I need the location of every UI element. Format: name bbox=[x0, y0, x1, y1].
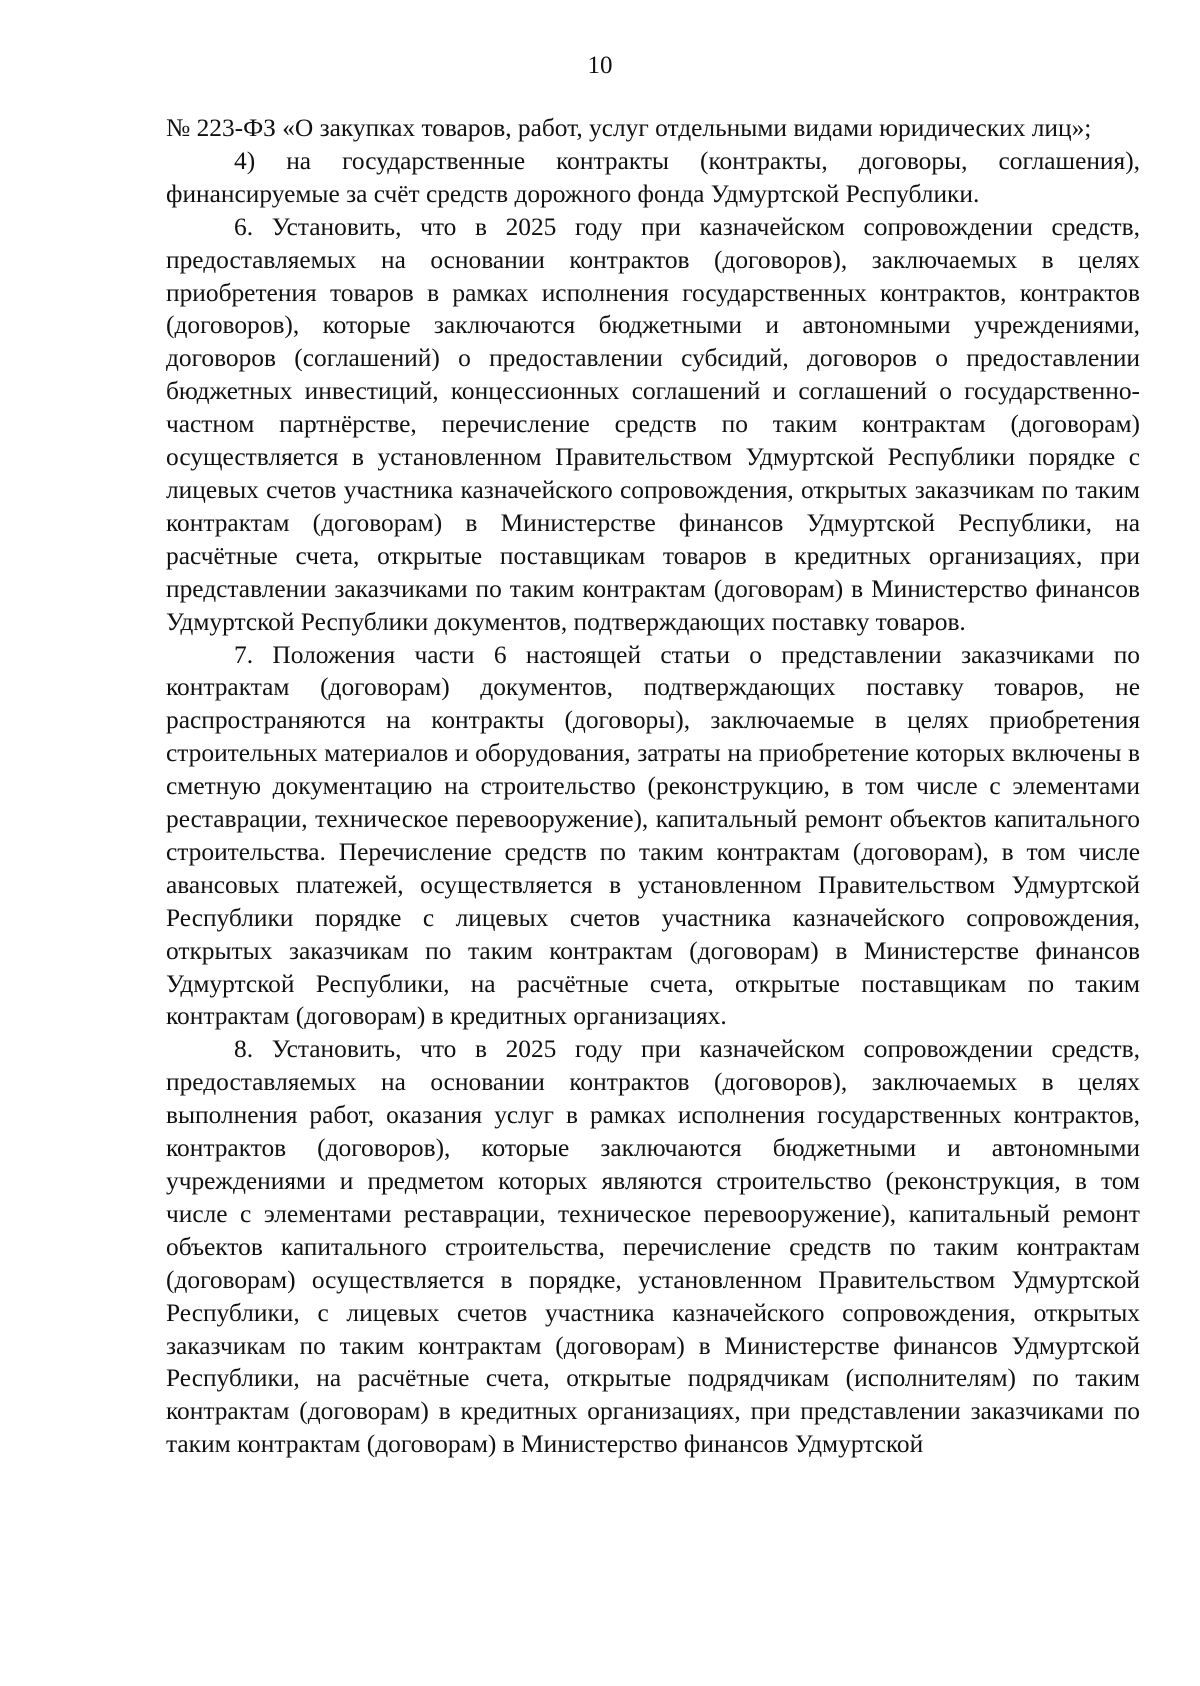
page-number: 10 bbox=[587, 52, 613, 79]
paragraph-item-4: 4) на государственные контракты (контракты, договоры, соглашения), финансируемые за счёт средств дорожного фонда Удмуртской Республики. bbox=[166, 146, 1140, 208]
paragraph-section-8: 8. Установить, что в 2025 году при казначейском сопровождении средств, предоставляемых на основании контрактов (договоров), заключаемых в целях выполнения работ, оказания услуг в рамках исполнения государственных контрактов, контрактов (договоров), которые заключаются бюджетными и автономными учреждениями и предметом которых являются строительство (реконструкция, в том числе с элементами реставрации, техническое перевооружение), капитальный ремонт объектов капитального строительства, перечисление средств по таким контрактам (договорам) осуществляется в порядке, установленном Правительством Удмуртской Республики, с лицевых счетов участника казначейского сопровождения, открытых заказчикам по таким контрактам (договорам) в Министерстве финансов Удмуртской Республики, на расчётные счета, открытые подрядчикам (исполнителям) по таким контрактам (договорам) в кредитных организациях, при представлении заказчиками по таким контрактам (договорам) в Министерство финансов Удмуртской bbox=[166, 1035, 1140, 1459]
paragraph-continuation: № 223-ФЗ «О закупках товаров, работ, услуг отдельными видами юридических лиц»; bbox=[166, 114, 1092, 142]
document-body bbox=[166, 112, 1140, 1461]
paragraph-section-6: 6. Установить, что в 2025 году при казначейском сопровождении средств, предоставляемых на основании контрактов (договоров), заключаемых в целях приобретения товаров в рамках исполнения государственных контрактов, контрактов (договоров), которые заключаются бюджетными и автономными учреждениями, договоров (соглашений) о предоставлении субсидий, договоров о предоставлении бюджетных инвестиций, концессионных соглашений и соглашений о государственно-частном партнёрстве, перечисление средств по таким контрактам (договорам) осуществляется в установленном Правительством Удмуртской Республики порядке с лицевых счетов участника казначейского сопровождения, открытых заказчикам по таким контрактам (договорам) в Министерстве финансов Удмуртской Республики, на расчётные счета, открытые поставщикам товаров в кредитных организациях, при представлении заказчиками по таким контрактам (договорам) в Министерство финансов Удмуртской Республики документов, подтверждающих поставку товаров. bbox=[166, 212, 1140, 636]
paragraph-section-7: 7. Положения части 6 настоящей статьи о представлении заказчиками по контрактам (договорам) документов, подтверждающих поставку товаров, не распространяются на контракты (договоры), заключаемые в целях приобретения строительных материалов и оборудования, затраты на приобретение которых включены в сметную документацию на строительство (реконструкцию, в том числе с элементами реставрации, техническое перевооружение), капитальный ремонт объектов капитального строительства. Перечисление средств по таким контрактам (договорам), в том числе авансовых платежей, осуществляется в установленном Правительством Удмуртской Республики порядке с лицевых счетов участника казначейского сопровождения, открытых заказчикам по таким контрактам (договорам) в Министерстве финансов Удмуртской Республики, на расчётные счета, открытые поставщикам по таким контрактам (договорам) в кредитных организациях. bbox=[166, 640, 1140, 1031]
